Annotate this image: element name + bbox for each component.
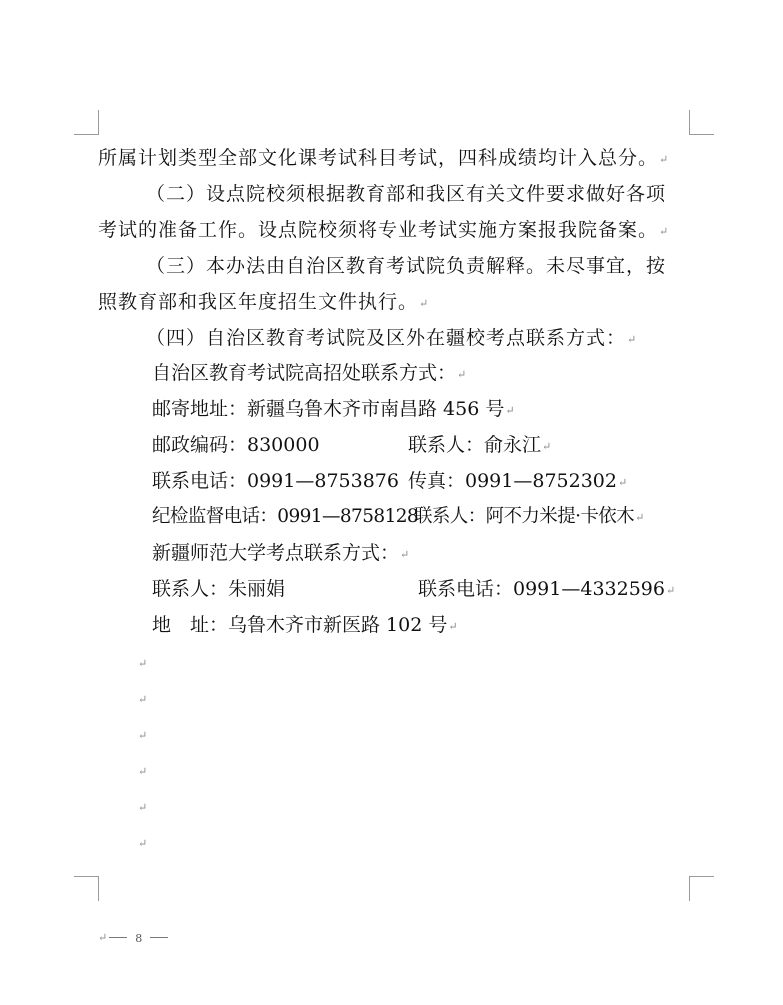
xnu-contact-row: [152, 577, 675, 603]
xnu-address: [152, 613, 458, 639]
contact-phone: 联系电话：0991—8753876: [152, 470, 399, 492]
paragraph-mark-icon: ↵: [617, 476, 628, 489]
paragraph-mark-icon: ↵: [627, 333, 637, 346]
crop-mark-bottom-left: [74, 876, 99, 901]
paragraph-3-line-1: [146, 254, 666, 278]
footer-dash-right: [150, 937, 168, 938]
paragraph-mark-icon: ↵: [665, 584, 676, 597]
crop-mark-top-right: [689, 110, 714, 135]
paragraph-mark-icon: ↵: [659, 225, 669, 238]
contact-postcode-row: [152, 433, 551, 459]
contact-address-text: 邮寄地址：新疆乌鲁木齐市南昌路 456 号: [152, 398, 505, 420]
paragraph-mark-icon: ↵: [635, 511, 645, 524]
paragraph-mark-icon: ↵: [419, 297, 429, 310]
paragraph-mark-icon: ↵: [138, 801, 148, 814]
contact-fax: 传真：0991—8752302: [408, 470, 617, 492]
paragraph-3-line-2: [98, 290, 428, 316]
paragraph-4-text: （四）自治区教育考试院及区外在疆校考点联系方式：: [146, 327, 627, 349]
paragraph-mark-icon: ↵: [659, 153, 669, 166]
paragraph-mark-icon: ↵: [138, 837, 148, 850]
xnu-phone: 联系电话：0991—4332596: [418, 578, 665, 600]
contact-supervision-person: 联系人：阿不力米提·卡依木: [414, 506, 635, 527]
paragraph-1: [98, 146, 668, 172]
paragraph-mark-icon: ↵: [448, 620, 458, 633]
paragraph-mark-icon: ↵: [542, 440, 552, 453]
paragraph-mark-icon: ↵: [98, 931, 108, 944]
contact-heading: [152, 361, 466, 387]
contact-address: [152, 397, 515, 423]
paragraph-3-text-2: 照教育部和我区年度招生文件执行。: [98, 291, 419, 313]
paragraph-1-text: 所属计划类型全部文化课考试科目考试，四科成绩均计入总分。: [98, 147, 659, 169]
paragraph-mark-icon: ↵: [457, 368, 467, 381]
paragraph-2-line-1: [146, 182, 666, 206]
crop-mark-bottom-right: [689, 876, 714, 901]
paragraph-2-text-2: 考试的准备工作。设点院校须将专业考试实施方案报我院备案。: [98, 219, 659, 241]
paragraph-2-text-1: （二）设点院校须根据教育部和我区有关文件要求做好各项: [146, 183, 667, 205]
page-footer: [98, 930, 168, 947]
paragraph-3-text-1: （三）本办法由自治区教育考试院负责解释。未尽事宜，按: [146, 255, 667, 277]
xnu-heading-text: 新疆师范大学考点联系方式：: [152, 542, 400, 564]
xnu-heading: [152, 541, 409, 567]
contact-supervision-row: [152, 505, 644, 530]
paragraph-4: [146, 326, 636, 352]
xnu-address-text: 地 址：乌鲁木齐市新医路 102 号: [152, 614, 448, 636]
paragraph-mark-icon: ↵: [138, 765, 148, 778]
contact-supervision-phone: 纪检监督电话：0991—8758128: [152, 506, 419, 527]
contact-phone-row: [152, 469, 627, 495]
paragraph-mark-icon: ↵: [400, 548, 410, 561]
contact-person: 联系人：俞永江: [408, 434, 542, 456]
contact-postcode: 邮政编码：830000: [152, 434, 320, 456]
paragraph-mark-icon: ↵: [505, 404, 515, 417]
page-number: 8: [135, 932, 143, 945]
paragraph-2-line-2: [98, 218, 668, 244]
paragraph-mark-icon: ↵: [138, 729, 148, 742]
footer-dash-left: [109, 937, 127, 938]
xnu-person: 联系人：朱丽娟: [152, 578, 286, 600]
contact-heading-text: 自治区教育考试院高招处联系方式：: [152, 362, 457, 384]
paragraph-mark-icon: ↵: [138, 693, 148, 706]
paragraph-mark-icon: ↵: [138, 657, 148, 670]
crop-mark-top-left: [74, 110, 99, 135]
